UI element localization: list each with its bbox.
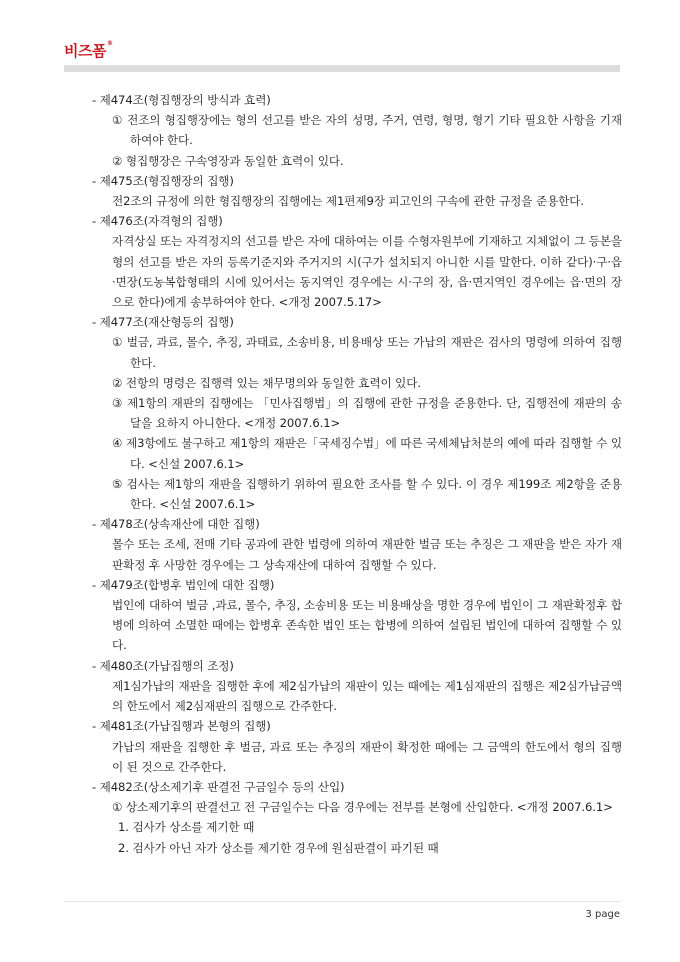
article-paragraph: ⑤ 검사는 제1항의 재판을 집행하기 위하여 필요한 조사를 할 수 있다. 이 경우 제199조 제2항을 준용한다. <신설 2007.6.1>: [112, 476, 622, 512]
article-paragraph: ① 벌금, 과료, 몰수, 추징, 과태료, 소송비용, 비용배상 또는 가납의 재판은 검사의 명령에 의하여 집행한다.: [112, 335, 622, 370]
article-heading: - 제474조(형집행장의 방식과 효력): [92, 90, 622, 110]
article-heading: - 제480조(가납집행의 조정): [92, 656, 622, 676]
article-paragraph: ① 전조의 형집행장에는 형의 선고를 받은 자의 성명, 주거, 연령, 형명, 형기 기타 필요한 사항을 기재하여야 한다.: [112, 113, 622, 148]
article-paragraph: ② 형집행장은 구속영장과 동일한 효력이 있다.: [112, 153, 344, 168]
article-body: 가납의 재판을 집행한 후 벌금, 과료 또는 추징의 재판이 확정한 때에는 그 금액의 한도에서 형의 집행이 된 것으로 간주한다.: [112, 739, 622, 774]
article-heading: - 제476조(자격형의 집행): [92, 211, 622, 231]
article-heading: - 제482조(상소제기후 판결전 구금일수 등의 산입): [92, 777, 622, 797]
article-heading: - 제481조(가납집행과 본형의 집행): [92, 716, 622, 736]
article-body: 자격상실 또는 자격정지의 선고를 받은 자에 대하여는 이를 수형자원부에 기재하고 지체없이 그 등본을 형의 선고를 받은 자의 등록기준지와 주거지의 시(구가 설치되지 아니한 시를 말한다. 이하 같다)·구·읍·면장(도농복합형태의 시에 있어서는 동지역인 경우에는 시·구의 장, 읍·면지역인 경우에는 읍·면의 장으로 한다)에게 송부하여야 한다. <개정 2007.5.17>: [112, 234, 622, 310]
article-subitem: 1. 검사가 상소를 제기한 때: [118, 820, 255, 835]
article-paragraph: ③ 제1항의 재판의 집행에는 「민사집행법」의 집행에 관한 규정을 준용한다. 단, 집행전에 재판의 송달을 요하지 아니한다. <개정 2007.6.1>: [112, 396, 622, 431]
article-body: 법인에 대하여 벌금 ,과료, 몰수, 추징, 소송비용 또는 비용배상을 명한 경우에 법인이 그 재판확정후 합병에 의하여 소멸한 때에는 합병후 존속한 법인 또는 합병에 의하여 설립된 법인에 대하여 집행할 수 있다.: [112, 598, 622, 653]
article-paragraph: ① 상소제기후의 판결선고 전 구금일수는 다음 경우에는 전부를 본형에 산입한다. <개정 2007.6.1>: [112, 800, 613, 815]
document-body: [92, 90, 622, 858]
footer-divider: [64, 901, 620, 902]
article-paragraph: ④ 제3항에도 불구하고 제1항의 재판은「국세징수법」에 따른 국세체납처분의 예에 따라 집행할 수 있다. <신설 2007.6.1>: [112, 436, 622, 471]
article-body: 제1심가납의 재판을 집행한 후에 제2심가납의 재판이 있는 때에는 제1심재판의 집행은 제2심가납금액의 한도에서 제2심재판의 집행으로 간주한다.: [112, 678, 622, 714]
article-heading: - 제478조(상속재산에 대한 집행): [92, 514, 622, 534]
page-number: 3 page: [585, 909, 620, 920]
header-bar: [64, 65, 620, 72]
article-subitem: 2. 검사가 아닌 자가 상소를 제기한 경우에 원심판결이 파기된 때: [118, 840, 439, 855]
article-body: 몰수 또는 조세, 전매 기타 공과에 관한 법령에 의하여 재판한 벌금 또는 추징은 그 재판을 받은 자가 재판확정 후 사망한 경우에는 그 상속재산에 대하여 집행할 수 있다.: [112, 537, 622, 572]
article-heading: - 제477조(재산형등의 집행): [92, 312, 622, 332]
article-heading: - 제475조(형집행장의 집행): [92, 171, 622, 191]
bizforms-logo: 비즈폼®: [64, 40, 113, 60]
article-heading: - 제479조(합병후 법인에 대한 집행): [92, 575, 622, 595]
article-paragraph: ② 전항의 명령은 집행력 있는 채무명의와 동일한 효력이 있다.: [112, 375, 421, 390]
article-body: 전2조의 규정에 의한 형집행장의 집행에는 제1편제9장 피고인의 구속에 관한 규정을 준용한다.: [112, 194, 584, 209]
